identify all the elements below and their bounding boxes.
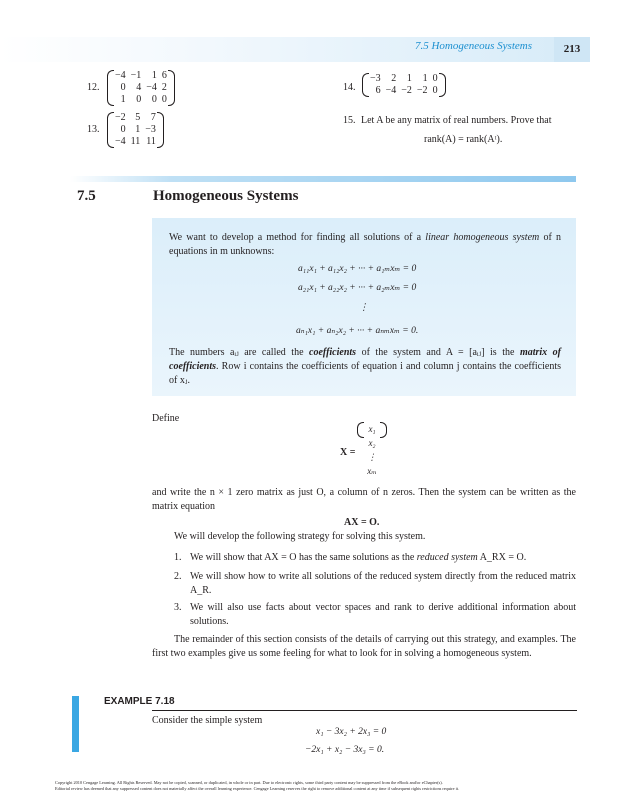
matrix-entry: 7 [150, 112, 156, 123]
problem-13-matrix [107, 112, 164, 148]
matrix-entry: 5 [135, 112, 141, 123]
matrix-entry: 0 [432, 85, 438, 96]
matrix-entry: 6 [161, 70, 167, 81]
strategy-item-3: 3. We will also use facts about vector spaces and rank to derive additional information about solutions. [174, 602, 576, 627]
matrix-entry: 1 [135, 124, 141, 135]
strategy-intro: We will develop the following strategy for solving this system. [174, 531, 426, 542]
matrix-entry: 0 [151, 94, 157, 105]
matrix-entry: 4 [136, 82, 142, 93]
example-intro: Consider the simple system [152, 715, 263, 726]
after-vector-text: and write the n × 1 zero matrix as just O, a column of n zeros. Then the system can be written as the matrix equation [152, 487, 576, 512]
matrix-entry: 0 [120, 82, 126, 93]
page-number: 213 [554, 37, 590, 62]
matrix-entry: 6 [375, 85, 381, 96]
footer-copyright: Copyright 2010 Cengage Learning. All Rights Reserved. May not be copied, scanned, or duplicated, in whole or in part. Due to electronic rights, some third party content may be suppressed from the eBook and/or eChapter(s). [55, 780, 443, 785]
example-rule [152, 710, 577, 711]
matrix-entry: −3 [370, 73, 381, 84]
matrix-entry: 1 [406, 73, 412, 84]
system-equation-2: a₂₁x₁ + a₂₂x₂ + ··· + a₂ₘxₘ = 0 [298, 283, 417, 293]
matrix-entry: 0 [432, 73, 438, 84]
example-label: EXAMPLE 7.18 [104, 696, 175, 707]
matrix-entry: −2 [416, 85, 428, 96]
problem-14-matrix [362, 73, 446, 97]
system-equation-1: a₁₁x₁ + a₁₂x₂ + ··· + a₁ₘxₘ = 0 [298, 264, 417, 274]
matrix-entry: −4 [385, 85, 397, 96]
matrix-entry: 11 [146, 136, 156, 147]
remainder-paragraph: The remainder of this section consists of the details of carrying out this strategy, and examples. The first two examples give us some feeling for what to look for in solving a homogeneous system. [152, 634, 576, 659]
matrix-entry: 0 [161, 94, 167, 105]
strategy-item-1: 1. We will show that AX = O has the same solutions as the reduced system A_RX = O. [174, 552, 527, 563]
problem-15-equation: rank(A) = rank(Aᵗ). [424, 134, 503, 145]
problem-14-label: 14. [343, 82, 356, 93]
section-rule [70, 176, 576, 182]
example-equation-2: −2x₁ + x₂ − 3x₃ = 0. [305, 745, 385, 755]
matrix-entry: 1 [151, 70, 157, 81]
matrix-entry: 1 [422, 73, 428, 84]
define-label: Define [152, 413, 180, 424]
matrix-entry: 2 [391, 73, 397, 84]
matrix-entry: −2 [401, 85, 412, 96]
matrix-entry: −2 [115, 112, 126, 123]
footer-notice: Editorial review has deemed that any suppressed content does not materially affect the overall learning experience. Cengage Learning reserves the right to remove additional content at any time if subsequent rights restrictions require it. [55, 786, 460, 791]
matrix-entry: 11 [130, 136, 141, 147]
system-equation-n: aₙ₁x₁ + aₙ₂x₂ + ··· + aₙₘxₘ = 0. [296, 326, 419, 336]
example-equation-1: x₁ − 3x₂ + 2x₃ = 0 [316, 727, 387, 737]
matrix-entry: 2 [161, 82, 167, 93]
matrix-entry: −4 [146, 82, 157, 93]
x-vector-label: X = [340, 447, 356, 458]
problem-13-label: 13. [87, 124, 100, 135]
matrix-entry: −4 [115, 136, 126, 147]
problem-15-label: 15. [343, 115, 356, 126]
strategy-item-2: 2. We will show how to write all solutions of the reduced system directly from the reduced matrix A_R. [174, 571, 576, 596]
system-vdots: ⋮ [359, 303, 369, 313]
matrix-entry: −4 [115, 70, 126, 81]
problem-12-label: 12. [87, 82, 100, 93]
matrix-entry: −3 [145, 124, 156, 135]
example-bar [72, 696, 79, 752]
matrix-equation: AX = O. [344, 517, 380, 528]
section-number: 7.5 [77, 188, 96, 204]
matrix-entry: 0 [120, 124, 126, 135]
running-head: 7.5 Homogeneous Systems [414, 40, 532, 52]
problem-12-matrix [107, 70, 175, 106]
x-vector: x₁ x₂ ⋮ xₘ [357, 422, 387, 478]
definition-intro: We want to develop a method for finding all solutions of a linear homogeneous system of n equations in m unknowns: [169, 232, 561, 257]
matrix-entry: −1 [130, 70, 142, 81]
matrix-entry: 0 [136, 94, 142, 105]
problem-15-text: Let A be any matrix of real numbers. Prove that [361, 115, 552, 126]
definition-closing: The numbers aᵢⱼ are called the coefficients of the system and A = [aᵢⱼ] is the matrix of coefficients. Row i contains the coefficients of equation i and column j contains the coefficients of xⱼ. [169, 347, 562, 386]
matrix-entry: 1 [120, 94, 126, 105]
section-title: Homogeneous Systems [153, 188, 299, 204]
